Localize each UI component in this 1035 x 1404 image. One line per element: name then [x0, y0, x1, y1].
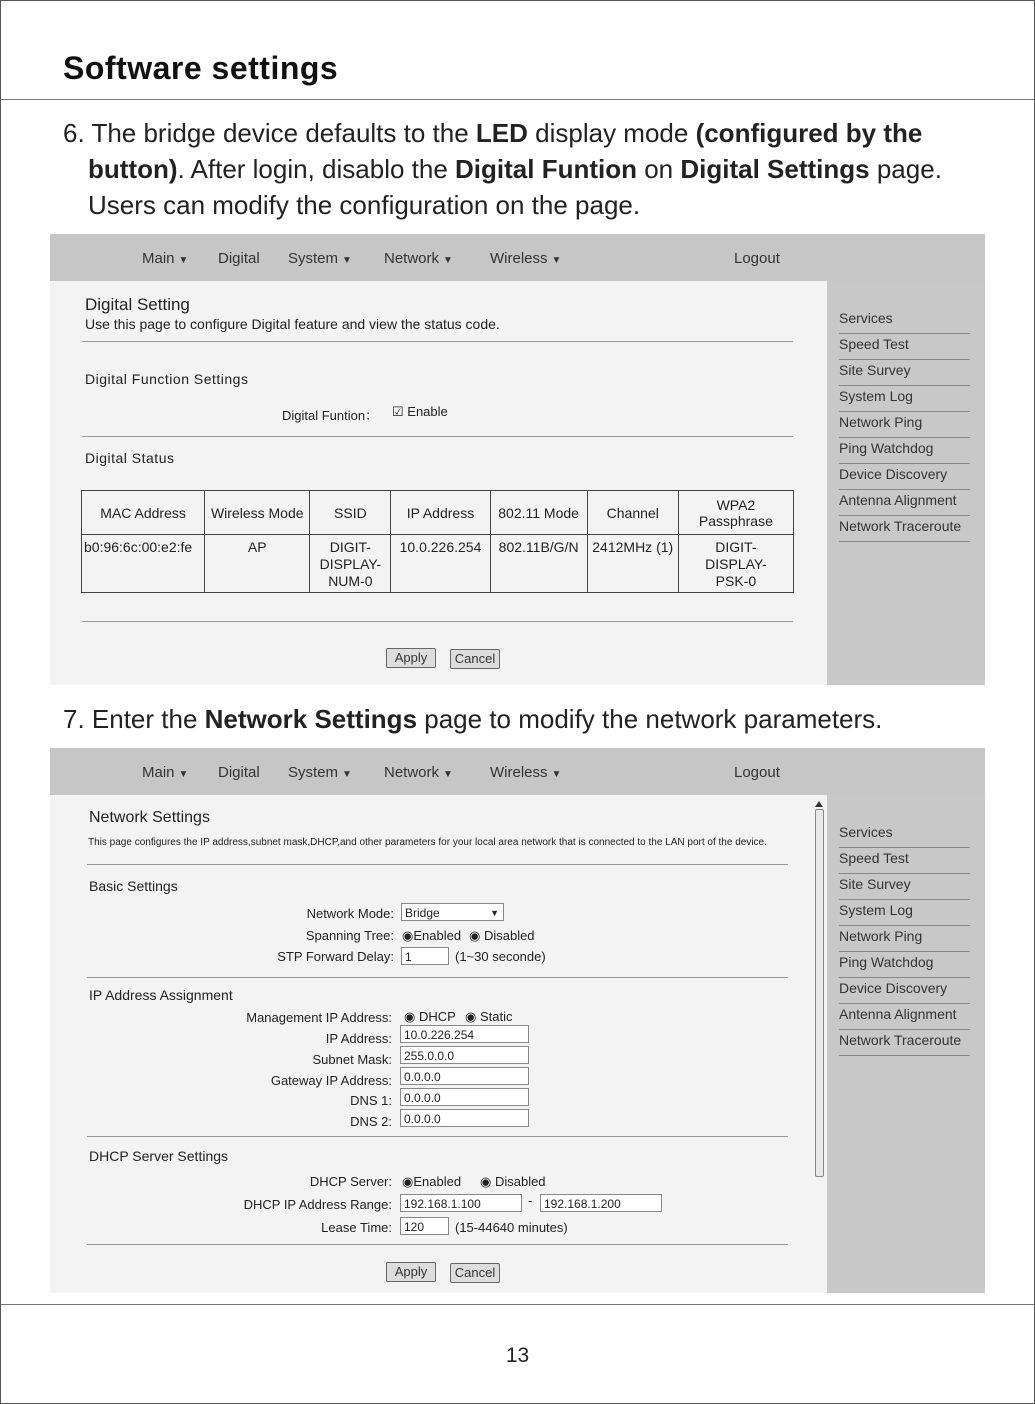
dhcp-disabled-radio[interactable]: ◉ Disabled [480, 1174, 546, 1189]
management-ip-label: Management IP Address: [246, 1010, 392, 1025]
digital-status-table [81, 490, 794, 593]
sidebar-item-site-survey[interactable]: Site Survey [839, 360, 970, 386]
dns1-input[interactable]: 0.0.0.0 [400, 1088, 529, 1106]
dhcp-server-heading: DHCP Server Settings [89, 1148, 229, 1164]
dhcp-range-separator: - [528, 1193, 533, 1208]
apply-button[interactable]: Apply [386, 1262, 436, 1282]
stp-delay-hint: (1~30 seconde) [455, 949, 546, 964]
sidebar [827, 795, 985, 1293]
dhcp-range-start-input[interactable]: 192.168.1.100 [400, 1194, 522, 1212]
nav-digital[interactable]: Digital [218, 764, 260, 781]
chevron-down-icon: ▼ [551, 769, 562, 780]
spanning-tree-disabled-radio[interactable]: ◉ Disabled [469, 928, 535, 943]
nav-main[interactable]: Main ▼ [142, 250, 189, 267]
nav-network[interactable]: Network ▼ [384, 250, 453, 267]
divider [87, 864, 788, 865]
digital-title: Digital Setting [85, 295, 190, 314]
sidebar-item-ping-watchdog[interactable]: Ping Watchdog [839, 952, 970, 978]
sidebar-item-network-ping[interactable]: Network Ping [839, 926, 970, 952]
dns1-label: DNS 1: [350, 1093, 392, 1108]
management-dhcp-radio[interactable]: ◉ DHCP [404, 1009, 456, 1024]
scrollbar-thumb[interactable] [815, 809, 824, 1177]
col-wpa2: WPA2 Passphrase [678, 491, 793, 535]
network-mode-select[interactable]: Bridge ▼ [401, 903, 504, 921]
sidebar-item-network-ping[interactable]: Network Ping [839, 412, 970, 438]
col-80211-mode: 802.11 Mode [490, 491, 587, 535]
chevron-down-icon: ▼ [443, 769, 453, 780]
divider [87, 1244, 788, 1245]
cell-channel: 2412MHz (1) [587, 535, 678, 593]
network-title: Network Settings [89, 809, 210, 826]
sidebar [827, 281, 985, 685]
divider [87, 1136, 788, 1137]
table-header-row [82, 491, 794, 535]
page-number: 13 [505, 1344, 530, 1367]
nav-network[interactable]: Network ▼ [384, 764, 453, 781]
lease-time-input[interactable]: 120 [400, 1217, 449, 1235]
lease-time-hint: (15-44640 minutes) [455, 1220, 568, 1235]
checkbox-checked-icon: ☑ [392, 404, 404, 419]
step6-line2: button). After login, disablo the Digital Funtion on Digital Settings page. [88, 154, 942, 184]
cell-wireless-mode: AP [205, 535, 310, 593]
chevron-down-icon: ▼ [178, 255, 189, 266]
sidebar-item-site-survey[interactable]: Site Survey [839, 874, 970, 900]
lease-time-label: Lease Time: [321, 1220, 392, 1235]
digital-function-enable[interactable]: ☑ Enable [392, 404, 448, 419]
col-mac: MAC Address [82, 491, 205, 535]
step7-line: 7. Enter the Network Settings page to modify the network parameters. [63, 704, 883, 734]
ip-address-input[interactable]: 10.0.226.254 [400, 1025, 529, 1043]
dhcp-server-label: DHCP Server: [309, 1174, 392, 1189]
cell-ssid: DIGIT- DISPLAY- NUM-0 [310, 535, 391, 593]
sidebar-item-services[interactable]: Services [839, 308, 970, 334]
nav-logout[interactable]: Logout [734, 250, 780, 267]
digital-settings-screenshot [50, 234, 985, 685]
cancel-button[interactable]: Cancel [450, 1263, 500, 1283]
divider [82, 341, 793, 342]
sidebar-item-network-traceroute[interactable]: Network Traceroute [839, 516, 970, 542]
nav-main[interactable]: Main ▼ [142, 764, 189, 781]
network-description: This page configures the IP address,subnet mask,DHCP,and other parameters for your local area network that is connected to the LAN port of the device. [88, 837, 767, 848]
chevron-down-icon: ▼ [443, 255, 453, 266]
table-row [82, 535, 794, 593]
divider [87, 977, 788, 978]
dns2-label: DNS 2: [350, 1114, 392, 1129]
nav-system[interactable]: System ▼ [288, 250, 352, 267]
sidebar-item-device-discovery[interactable]: Device Discovery [839, 978, 970, 1004]
digital-function-label: Digital Funtion： [282, 408, 379, 423]
nav-logout[interactable]: Logout [734, 764, 780, 781]
stp-delay-input[interactable]: 1 [401, 947, 449, 965]
management-static-radio[interactable]: ◉ Static [465, 1009, 513, 1024]
divider [82, 621, 793, 622]
nav-wireless[interactable]: Wireless ▼ [490, 250, 562, 267]
header-divider [1, 99, 1034, 100]
spanning-tree-label: Spanning Tree: [305, 928, 394, 943]
digital-function-heading: Digital Function Settings [85, 371, 249, 387]
nav-digital[interactable]: Digital [218, 250, 260, 267]
divider [82, 436, 793, 437]
col-wireless-mode: Wireless Mode [205, 491, 310, 535]
cancel-button[interactable]: Cancel [450, 649, 500, 669]
spanning-tree-enabled-radio[interactable]: ◉Enabled [402, 928, 462, 943]
cell-wpa2: DIGIT- DISPLAY- PSK-0 [678, 535, 793, 593]
stp-delay-label: STP Forward Delay: [277, 949, 394, 964]
network-mode-label: Network Mode: [306, 906, 394, 921]
step6-line1: 6. The bridge device defaults to the LED display mode (configured by the [63, 118, 923, 148]
digital-status-heading: Digital Status [85, 450, 175, 466]
nav-system[interactable]: System ▼ [288, 764, 352, 781]
digital-content [50, 281, 827, 685]
scroll-up-arrow[interactable] [814, 799, 824, 809]
digital-description: Use this page to configure Digital feature and view the status code. [85, 316, 500, 332]
basic-settings-heading: Basic Settings [89, 878, 178, 894]
chevron-down-icon: ▼ [178, 769, 189, 780]
chevron-down-icon: ▼ [342, 769, 352, 780]
gateway-input[interactable]: 0.0.0.0 [400, 1067, 529, 1085]
dhcp-range-label: DHCP IP Address Range: [243, 1197, 392, 1212]
apply-button[interactable]: Apply [386, 648, 436, 668]
dns2-input[interactable]: 0.0.0.0 [400, 1109, 529, 1127]
sidebar-item-device-discovery[interactable]: Device Discovery [839, 464, 970, 490]
dhcp-range-end-input[interactable]: 192.168.1.200 [540, 1194, 662, 1212]
step6-line3: Users can modify the configuration on the page. [88, 190, 641, 220]
dhcp-enabled-radio[interactable]: ◉Enabled [402, 1174, 462, 1189]
sidebar-item-ping-watchdog[interactable]: Ping Watchdog [839, 438, 970, 464]
chevron-down-icon: ▼ [551, 255, 562, 266]
gateway-label: Gateway IP Address: [270, 1073, 392, 1088]
sidebar-item-system-log[interactable]: System Log [839, 386, 970, 412]
nav-bar [50, 748, 985, 795]
sidebar-item-network-traceroute[interactable]: Network Traceroute [839, 1030, 970, 1056]
chevron-down-icon: ▼ [490, 908, 499, 918]
ip-assignment-heading: IP Address Assignment [89, 987, 233, 1003]
ip-address-label: IP Address: [325, 1031, 392, 1046]
col-channel: Channel [587, 491, 678, 535]
nav-wireless[interactable]: Wireless ▼ [490, 764, 562, 781]
sidebar-item-system-log[interactable]: System Log [839, 900, 970, 926]
sidebar-item-speed-test[interactable]: Speed Test [839, 334, 970, 360]
sidebar-item-services[interactable]: Services [839, 822, 970, 848]
sidebar-item-antenna-alignment[interactable]: Antenna Alignment [839, 1004, 970, 1030]
nav-bar [50, 234, 985, 281]
subnet-mask-input[interactable]: 255.0.0.0 [400, 1046, 529, 1064]
page-title: Software settings [63, 50, 339, 86]
chevron-down-icon: ▼ [342, 255, 352, 266]
network-content [50, 795, 827, 1293]
sidebar-item-antenna-alignment[interactable]: Antenna Alignment [839, 490, 970, 516]
subnet-mask-label: Subnet Mask: [312, 1052, 392, 1067]
cell-mac: b0:96:6c:00:e2:fe [82, 535, 205, 593]
footer-divider [1, 1304, 1034, 1305]
cell-ip: 10.0.226.254 [391, 535, 490, 593]
col-ssid: SSID [310, 491, 391, 535]
cell-80211-mode: 802.11B/G/N [490, 535, 587, 593]
sidebar-item-speed-test[interactable]: Speed Test [839, 848, 970, 874]
col-ip: IP Address [391, 491, 490, 535]
network-settings-screenshot [50, 748, 985, 1293]
